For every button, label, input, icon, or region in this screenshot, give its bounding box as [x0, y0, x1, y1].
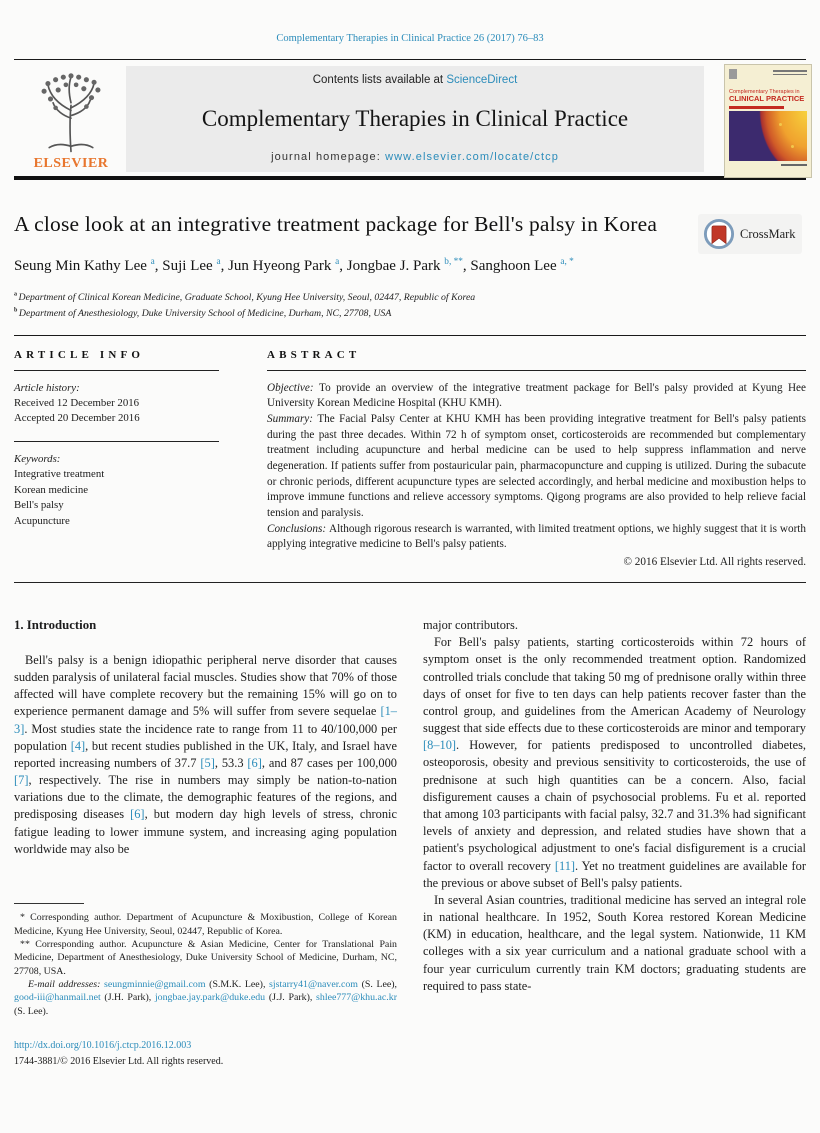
citation-link[interactable]: [5]	[200, 755, 215, 770]
affiliation-a	[14, 290, 806, 305]
abstract-label: Summary:	[267, 413, 318, 426]
email-link[interactable]: seungminnie@gmail.com	[104, 979, 206, 991]
text-segment: Seung Min Kathy Lee	[14, 258, 151, 275]
top-rule	[14, 59, 806, 60]
body-paragraph-continuation: major contributors.	[423, 618, 518, 633]
footnote-corresponding-1: * Corresponding author. Department of Acupuncture & Moxibustion, College of Korean Medicine, Kyung Hee University, Seoul, 02447, Republic of Korea.	[14, 912, 397, 937]
text-segment: , but recent studies published in the UK, Italy, and Israel have reported increasing numbers of 37.7	[14, 738, 397, 770]
affil-marker: a	[14, 292, 19, 299]
text-segment: Department of Anesthesiology, Duke University School of Medicine, Durham, NC, 27708, USA	[18, 307, 392, 319]
body-columns	[14, 617, 806, 1069]
article-info-column	[14, 349, 219, 568]
abstract-label: Conclusions:	[267, 522, 329, 535]
text-segment: The Facial Palsy Center at KHU KMH has been providing integrative treatment for Bell's palsy patients during the past three decades. Within 72 h of symptom onset, corticosteroids are recommended but complementary treatment including acupuncture and herbal medicine can be used to help suppress inflammation and nerve degeneration. If patients suffer from postauricular pain, pharmacopuncture and cupping is utilized. During the subacute or chronic periods, different acupuncture types are selected accordingly, and herbal medicine and moxibustion helps to improve immune functions and relieve accessory symptoms. Qigong programs are also provided to help relieve facial tension and paralysis.	[267, 413, 806, 520]
footnote-corresponding-2: ** Corresponding author. Acupuncture & Asian Medicine, Center for Translational Pain Medicine, Department of Anesthesiology, Duke University School of Medicine, Durham, NC, 27708, USA.	[14, 938, 397, 977]
crossmark-icon	[702, 217, 736, 251]
abstract-copyright: © 2016 Elsevier Ltd. All rights reserved.	[623, 556, 806, 569]
text-segment: , respectively. The rise in numbers may simply be nation-to-nation variations due to the climate, the demographic features of the regions, and predisposing diseases	[14, 773, 397, 822]
text-segment: (S. Lee).	[14, 1005, 49, 1017]
cover-top-text-lines	[773, 69, 807, 81]
text-segment: . Yet no treatment guidelines are available for the previous or above subset of Bell's palsy patients.	[423, 858, 807, 890]
keyword: Integrative treatment	[14, 468, 105, 481]
elsevier-logo[interactable]	[18, 66, 124, 172]
email-link[interactable]: shlee777@khu.ac.kr	[316, 992, 397, 1004]
section-heading-introduction: 1. Introduction	[14, 618, 97, 633]
footnote-separator	[14, 903, 84, 904]
homepage-url-link[interactable]: www.elsevier.com/locate/ctcp	[385, 151, 559, 163]
crossmark-label: CrossMark	[740, 226, 796, 241]
rule-below-abstract	[14, 582, 806, 583]
article-history-label: Article history:	[14, 381, 80, 394]
keyword: Korean medicine	[14, 483, 89, 496]
homepage-line	[271, 151, 559, 163]
author-affil-sup[interactable]: b, **	[444, 257, 463, 268]
cover-title-line1: Complementary Therapies in	[729, 89, 800, 95]
title-block	[14, 210, 806, 241]
contents-line	[313, 74, 518, 86]
email-label: E-mail addresses:	[28, 979, 104, 991]
accepted-date: Accepted 20 December 2016	[14, 411, 140, 424]
doi-block	[14, 1038, 397, 1069]
text-segment: To provide an overview of the integrative treatment package for Bell's palsy provided at Kyung Hee University Korean Medicine Hospital (KHU KMH).	[267, 381, 806, 410]
journal-cover-thumbnail[interactable]	[724, 64, 812, 178]
body-right-column	[423, 617, 806, 1069]
article-info-heading: ARTICLE INFO	[14, 348, 145, 361]
cover-title-line2: CLINICAL PRACTICE	[729, 94, 805, 104]
citation-link[interactable]: [11]	[554, 858, 576, 873]
sciencedirect-link[interactable]: ScienceDirect	[446, 74, 518, 86]
citation-link[interactable]: [8–10]	[423, 738, 457, 753]
banner-center	[126, 66, 704, 172]
text-segment: , but modern day high levels of stress, chronic fatigue leading to lower immune system, and increasing aging population worldwide may also be	[14, 807, 397, 856]
keywords-label: Keywords:	[14, 453, 61, 466]
cover-art-panel	[729, 111, 807, 161]
cover-red-bar	[729, 106, 784, 110]
homepage-prefix: journal homepage:	[271, 151, 386, 163]
email-link[interactable]: good-iii@hanmail.net	[14, 992, 101, 1004]
affiliation-b	[14, 306, 806, 321]
affiliations	[14, 290, 806, 320]
journal-banner	[14, 66, 806, 172]
body-left-column	[14, 617, 397, 1069]
email-link[interactable]: jongbae.jay.park@duke.edu	[154, 992, 266, 1004]
info-abstract-section	[14, 349, 806, 568]
elsevier-wordmark: ELSEVIER	[33, 156, 109, 171]
citation-link[interactable]: [1–3]	[14, 704, 397, 736]
elsevier-tree-icon	[32, 72, 110, 154]
abstract-summary	[267, 412, 806, 522]
citation-link[interactable]: [6]	[247, 755, 262, 770]
article-history	[14, 381, 219, 426]
author-affil-sup[interactable]: a	[150, 257, 155, 268]
author-affil-sup[interactable]: a, *	[560, 257, 574, 268]
journal-reference: Complementary Therapies in Clinical Practice 26 (2017) 76–83	[276, 33, 544, 44]
article-info-rule	[14, 370, 219, 371]
text-segment: (J.H. Park),	[100, 992, 155, 1004]
section-divider-bar	[14, 176, 806, 180]
citation-link[interactable]: [6]	[130, 807, 145, 822]
citation-link[interactable]: [7]	[14, 773, 29, 788]
text-segment: (S.M.K. Lee),	[205, 979, 270, 991]
contents-prefix: Contents lists available at	[312, 74, 447, 86]
text-segment: , Suji Lee	[154, 258, 217, 275]
intro-paragraph-1	[14, 652, 397, 858]
text-segment: Bell's palsy is a benign idiopathic peripheral nerve disorder that causes sudden paralysis of unilateral facial muscles. Studies show that 70% of those affected will have complete recovery but the remaining 15% will go on to experience permanent damage and 5% will suffer from severe sequelae	[14, 652, 397, 719]
keyword: Acupuncture	[14, 515, 70, 528]
authors-line	[14, 258, 806, 275]
text-segment: For Bell's palsy patients, starting corticosteroids within 72 hours of symptom onset is the only recommended treatment option. Randomized controlled trials conclude that taking 50 mg of prednisone orally within three days of onset for five to ten days can help patients recover faster than the control group, and guidelines from the American Academy of Neurology suggest that side effects due to these corticosteroids are minor and temporary	[423, 635, 806, 736]
citation-link[interactable]: [4]	[70, 738, 86, 753]
text-segment: . Most studies state the incidence rate to range from 11 to 40/100,000 per population	[14, 721, 397, 753]
abstract-column	[267, 349, 806, 568]
article-title: A close look at an integrative treatment package for Bell's palsy in Korea	[14, 212, 658, 236]
banner-journal-title: Complementary Therapies in Clinical Practice	[201, 105, 629, 131]
text-segment: Department of Clinical Korean Medicine, Graduate School, Kyung Hee University, Seoul, 02447, Republic of Korea	[18, 292, 476, 304]
text-segment: , 53.3	[214, 755, 248, 770]
abstract-label: Objective:	[267, 381, 320, 394]
abstract-rule	[267, 370, 806, 371]
keyword: Bell's palsy	[14, 499, 64, 512]
issn-copyright-line: 1744-3881/© 2016 Elsevier Ltd. All rights reserved.	[14, 1055, 224, 1067]
author-affil-sup[interactable]: a	[216, 257, 221, 268]
footnotes-block	[14, 903, 397, 1069]
received-date: Received 12 December 2016	[14, 396, 140, 409]
text-segment: , Sanghoon Lee	[462, 258, 561, 275]
abstract-objective	[267, 381, 806, 412]
text-segment: . However, for patients predisposed to uncontrolled diabetes, osteoporosis, obesity and previous sensitivity to corticosteroids, the use of prednisone at such high quantities can be a concern. Also, facial disfigurement causes a chain of psychosocial problems. Fu et al. reported that among 103 participants with facial palsy, 32.7 and 31.3% had significant levels of anxiety and depression, and related studies have shown that a patient's psychological adjustment to one's facial disfigurement is a crucial factor to overall recovery	[423, 738, 806, 873]
author-affil-sup[interactable]: a	[335, 257, 340, 268]
cover-top-row	[729, 69, 807, 81]
text-segment: Although rigorous research is warranted, with limited treatment options, we highly suggest that it is worth applying integrative medicine to Bell's palsy patients.	[267, 522, 807, 551]
body-paragraph-corticosteroids	[423, 634, 806, 892]
rule-above-abstract	[14, 335, 806, 336]
email-link[interactable]: sjstarry41@naver.com	[269, 979, 358, 991]
text-segment: , Jongbae J. Park	[339, 258, 445, 275]
abstract-heading: ABSTRACT	[267, 348, 361, 361]
keywords-rule	[14, 441, 219, 442]
abstract-conclusions	[267, 522, 806, 553]
footnote-emails	[14, 978, 397, 1018]
keywords-block	[14, 452, 219, 530]
cover-mini-logo	[729, 69, 737, 79]
doi-link[interactable]: http://dx.doi.org/10.1016/j.ctcp.2016.12.003	[14, 1040, 192, 1052]
text-segment: , and 87 cases per 100,000	[261, 755, 397, 770]
text-segment: , Jun Hyeong Park	[220, 258, 336, 275]
text-segment: (S. Lee),	[357, 979, 397, 991]
affil-marker: b	[14, 307, 19, 314]
cover-bottom-text-line	[781, 164, 807, 166]
body-paragraph-korean-medicine: In several Asian countries, traditional medicine has served an integral role in national healthcare. In 1952, South Korea restored Korean Medicine (KM) in education, healthcare, and the legal system. Nationwide, 11 KM colleges with a six year curriculum and a national graduate school with a four year curriculum currently train KM doctors; graduating students are required to pass state-	[423, 892, 806, 993]
text-segment: (J.J. Park),	[265, 992, 317, 1004]
crossmark-button[interactable]	[698, 214, 802, 254]
